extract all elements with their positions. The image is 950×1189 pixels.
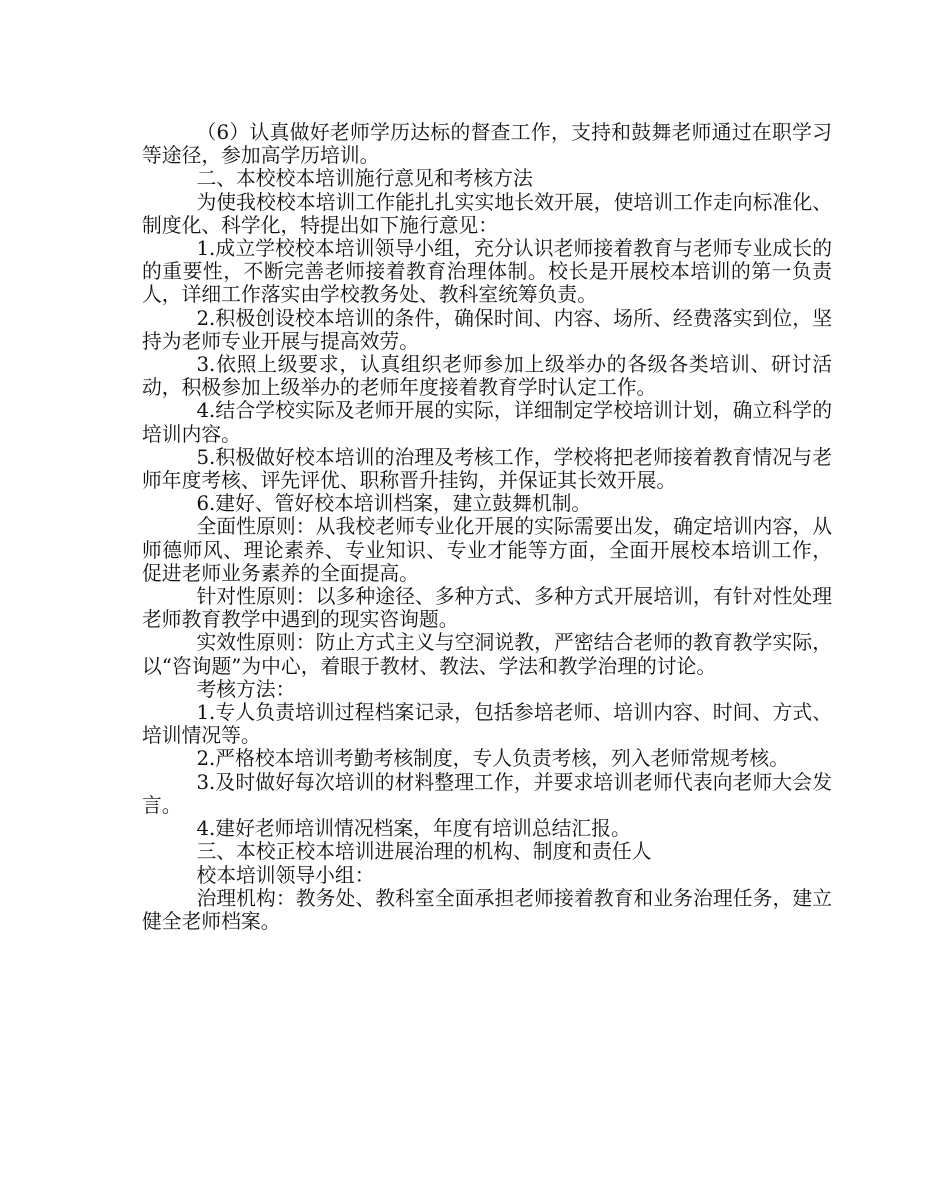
paragraph-opinion-3: 3.依照上级要求，认真组织老师参加上级举办的各级各类培训、研讨活动，积极参加上级举办的老师年度接着教育学时认定工作。 — [142, 353, 832, 400]
paragraph-opinion-1: 1.成立学校校本培训领导小组，充分认识老师接着教育与老师专业成长的的重要性，不断完善老师接着教育治理体制。校长是开展校本培训的第一负责人，详细工作落实由学校教务处、教科室统筹负责。 — [142, 237, 832, 307]
section-heading-2: 二、本校校本培训施行意见和考核方法 — [196, 167, 533, 191]
document-body — [142, 121, 832, 933]
paragraph-opinion-2: 2.积极创设校本培训的条件，确保时间、内容、场所、经费落实到位，坚持为老师专业开展与提高效劳。 — [142, 306, 832, 353]
paragraph-principle-targeted: 针对性原则：以多种途径、多种方式、多种方式开展培训，有针对性处理老师教育教学中遇到的现实咨询题。 — [142, 585, 832, 632]
paragraph-assessment-heading: 考核方法： — [196, 677, 296, 701]
paragraph-intro: 为使我校校本培训工作能扎扎实实地长效开展，使培训工作走向标准化、制度化、科学化，特提出如下施行意见： — [142, 190, 832, 237]
paragraph-opinion-6: 6.建好、管好校本培训档案，建立鼓舞机制。 — [196, 492, 592, 516]
section-heading-3: 三、本校正校本培训进展治理的机构、制度和责任人 — [196, 840, 652, 864]
paragraph-management-body: 治理机构：教务处、教科室全面承担老师接着教育和业务治理任务，建立健全老师档案。 — [142, 886, 832, 933]
paragraph-assessment-3: 3.及时做好每次培训的材料整理工作，并要求培训老师代表向老师大会发言。 — [142, 770, 832, 817]
paragraph-opinion-5: 5.积极做好校本培训的治理及考核工作，学校将把老师接着教育情况与老师年度考核、评先评优、职称晋升挂钩，并保证其长效开展。 — [142, 445, 832, 493]
paragraph-leadership-group: 校本培训领导小组： — [196, 863, 375, 887]
paragraph-principle-comprehensive: 全面性原则：从我校老师专业化开展的实际需要出发，确定培训内容，从师德师风、理论素养、专业知识、专业才能等方面，全面开展校本培训工作，促进老师业务素养的全面提高。 — [142, 515, 832, 585]
paragraph-opinion-4: 4.结合学校实际及老师开展的实际，详细制定学校培训计划，确立科学的培训内容。 — [142, 399, 832, 446]
paragraph-item-6-supervision: （6）认真做好老师学历达标的督查工作，支持和鼓舞老师通过在职学习等途径，参加高学历培训。 — [142, 121, 832, 168]
paragraph-assessment-1: 1.专人负责培训过程档案记录，包括参培老师、培训内容、时间、方式、培训情况等。 — [142, 701, 832, 748]
paragraph-principle-effectiveness: 实效性原则：防止方式主义与空洞说教，严密结合老师的教育教学实际，以“咨询题”为中心，着眼于教材、教法、学法和教学治理的讨论。 — [142, 631, 832, 678]
paragraph-assessment-4: 4.建好老师培训情况档案，年度有培训总结汇报。 — [196, 817, 631, 841]
paragraph-assessment-2: 2.严格校本培训考勤考核制度，专人负责考核，列入老师常规考核。 — [196, 747, 789, 771]
